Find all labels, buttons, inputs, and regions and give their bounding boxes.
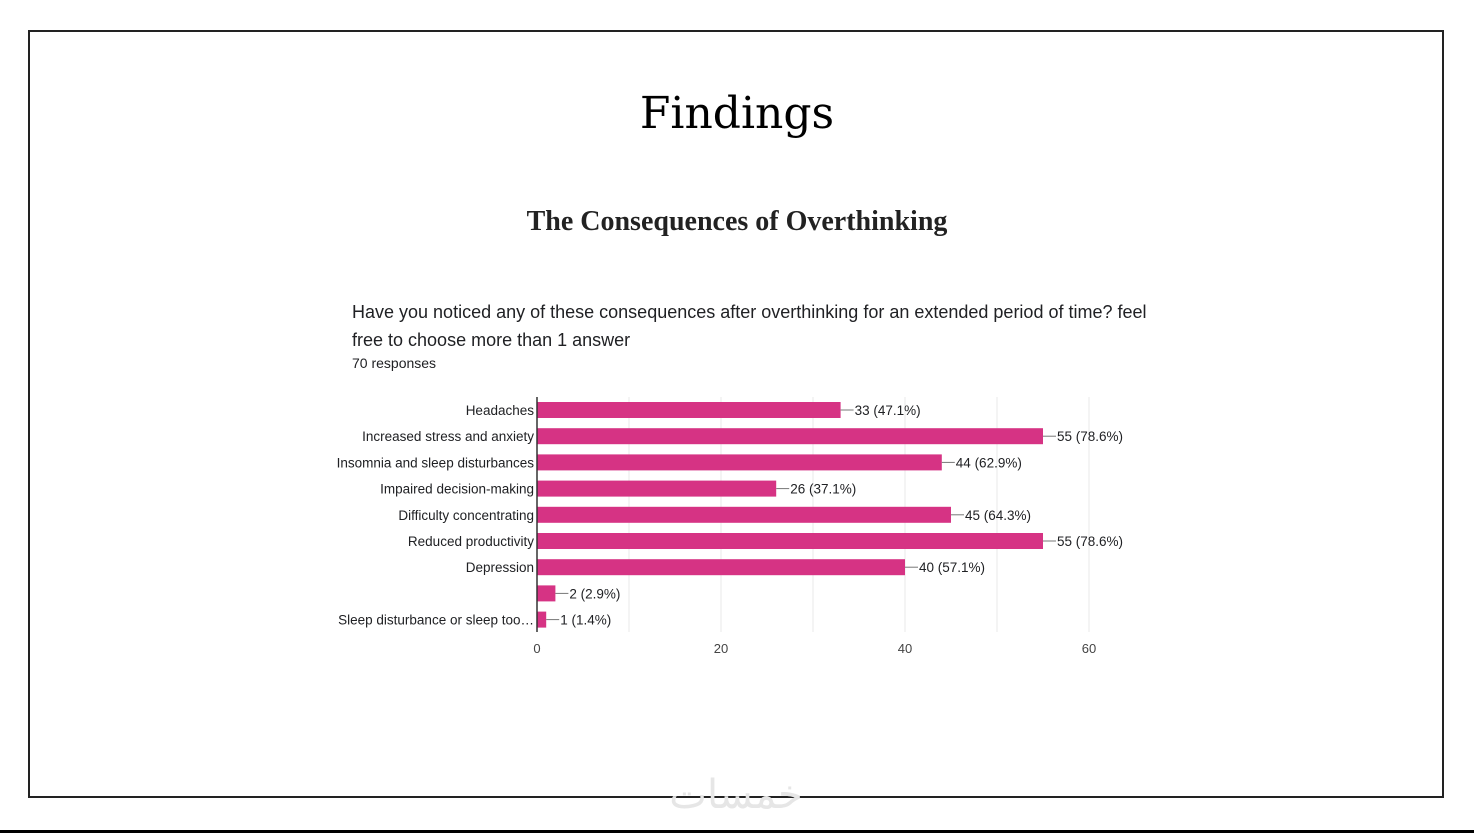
survey-question-line-2: free to choose more than 1 answer (352, 330, 631, 350)
bar (537, 454, 942, 470)
data-label: 55 (78.6%) (1057, 534, 1124, 549)
survey-question-line-1: Have you noticed any of these consequences after overthinking for an extended period of time? feel (352, 302, 1147, 322)
bar (537, 612, 546, 628)
x-tick-label: 0 (533, 641, 541, 656)
bar (537, 428, 1043, 444)
category-label: Headaches (465, 403, 534, 418)
response-count: 70 responses (352, 355, 437, 371)
bar (537, 507, 951, 523)
category-label: Reduced productivity (407, 534, 534, 549)
category-label: Impaired decision-making (380, 481, 534, 497)
bar (537, 585, 555, 601)
data-label: 26 (37.1%) (790, 481, 857, 497)
x-tick-label: 20 (713, 641, 729, 656)
bar (537, 559, 905, 575)
watermark-logo: خمسات (669, 772, 803, 818)
data-label: 55 (78.6%) (1057, 429, 1124, 445)
bar (537, 481, 776, 497)
x-tick-label: 60 (1081, 641, 1097, 656)
bar (537, 402, 841, 418)
category-label: Difficulty concentrating (398, 507, 534, 523)
category-label: Insomnia and sleep disturbances (336, 455, 534, 471)
data-label: 33 (47.1%) (854, 403, 921, 418)
category-label: Depression (465, 560, 534, 576)
slide-subtitle: The Consequences of Overthinking (526, 206, 948, 237)
data-label: 1 (1.4%) (560, 612, 612, 628)
data-label: 2 (2.9%) (569, 586, 621, 602)
category-label: Increased stress and anxiety (362, 429, 534, 445)
bar (537, 533, 1043, 549)
data-label: 44 (62.9%) (955, 455, 1022, 471)
data-label: 45 (64.3%) (965, 507, 1032, 523)
data-label: 40 (57.1%) (919, 560, 986, 576)
slide-title: Findings (639, 88, 835, 139)
x-tick-label: 40 (897, 641, 913, 656)
category-label: Sleep disturbance or sleep too… (338, 612, 534, 628)
